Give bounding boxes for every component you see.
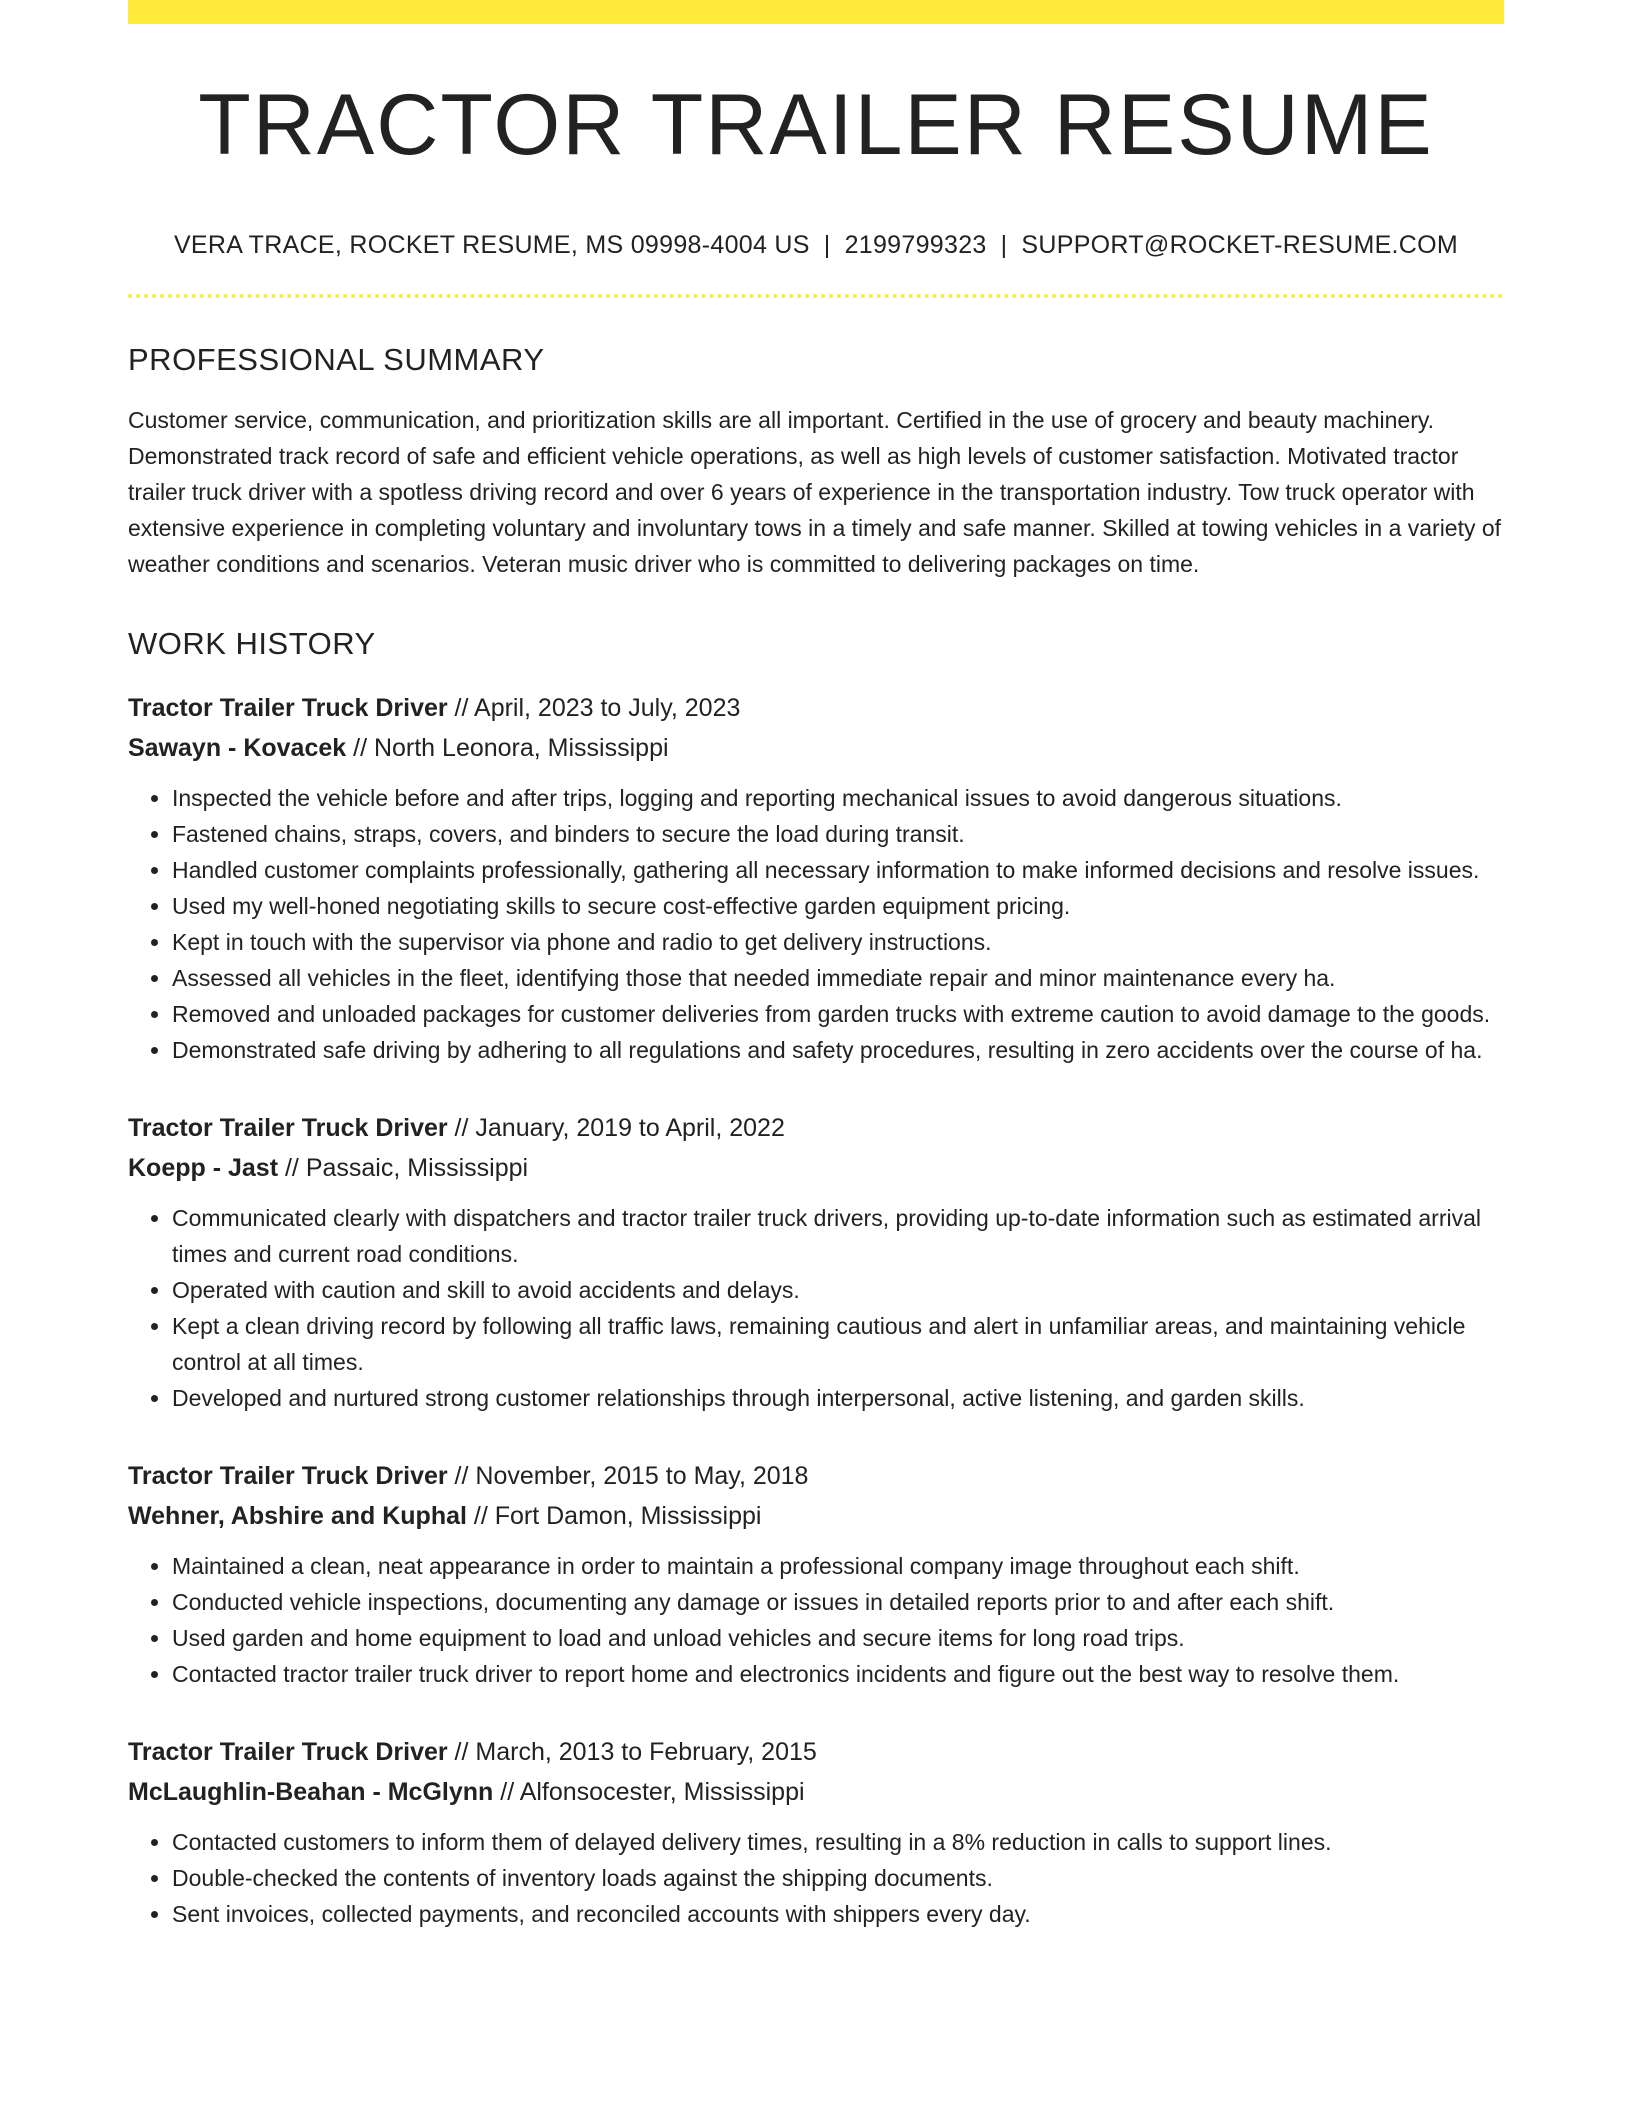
- dotted-divider: [128, 294, 1504, 298]
- job-location: // Alfonsocester, Mississippi: [493, 1778, 805, 1807]
- job-entry: [128, 688, 1504, 1068]
- job-duty-item: • Conducted vehicle inspections, documenting any damage or issues in detailed reports prior to and after each shift.: [172, 1584, 1504, 1620]
- job-entry: [128, 1108, 1504, 1416]
- job-duty-item: • Removed and unloaded packages for customer deliveries from garden trucks with extreme caution to avoid damage to the goods.: [172, 996, 1504, 1032]
- job-location: // Passaic, Mississippi: [278, 1154, 529, 1183]
- job-title-line: [128, 1732, 1504, 1772]
- contact-email: SUPPORT@ROCKET-RESUME.COM: [1021, 231, 1459, 260]
- job-duty-item: • Handled customer complaints professionally, gathering all necessary information to make informed decisions and resolve issues.: [172, 852, 1504, 888]
- summary-heading: PROFESSIONAL SUMMARY: [128, 342, 545, 378]
- job-location: // Fort Damon, Mississippi: [466, 1502, 762, 1531]
- job-duty-item: • Assessed all vehicles in the fleet, identifying those that needed immediate repair and minor maintenance every ha.: [172, 960, 1504, 996]
- job-duty-item: • Operated with caution and skill to avoid accidents and delays.: [172, 1272, 1504, 1308]
- job-duties-list: [128, 1548, 1504, 1692]
- job-company: McLaughlin-Beahan - McGlynn: [128, 1778, 494, 1807]
- job-duty-item: • Inspected the vehicle before and after trips, logging and reporting mechanical issues to avoid dangerous situations.: [172, 780, 1504, 816]
- job-duty-item: • Maintained a clean, neat appearance in order to maintain a professional company image throughout each shift.: [172, 1548, 1504, 1584]
- job-dates: // April, 2023 to July, 2023: [447, 694, 741, 723]
- job-title-line: [128, 1108, 1504, 1148]
- job-duty-item: • Communicated clearly with dispatchers and tractor trailer truck drivers, providing up-to-date information such as estimated arrival times and current road conditions.: [172, 1200, 1504, 1272]
- job-duties-list: [128, 1824, 1504, 1932]
- job-company-line: [128, 1148, 1504, 1188]
- work-history-heading: WORK HISTORY: [128, 626, 376, 662]
- job-dates: // November, 2015 to May, 2018: [447, 1462, 809, 1491]
- accent-top-bar: [128, 0, 1504, 24]
- job-company-line: [128, 728, 1504, 768]
- job-title: Tractor Trailer Truck Driver: [128, 1114, 448, 1143]
- job-duty-item: • Sent invoices, collected payments, and reconciled accounts with shippers every day.: [172, 1896, 1504, 1932]
- contact-address: VERA TRACE, ROCKET RESUME, MS 09998-4004 US: [173, 231, 810, 260]
- job-entry: [128, 1456, 1504, 1692]
- job-duty-item: • Contacted customers to inform them of delayed delivery times, resulting in a 8% reduction in calls to support lines.: [172, 1824, 1504, 1860]
- job-duty-item: • Demonstrated safe driving by adhering to all regulations and safety procedures, resulting in zero accidents over the course of ha.: [172, 1032, 1504, 1068]
- job-entry: [128, 1732, 1504, 1932]
- job-title-line: [128, 688, 1504, 728]
- job-company-line: [128, 1496, 1504, 1536]
- job-duty-item: • Fastened chains, straps, covers, and binders to secure the load during transit.: [172, 816, 1504, 852]
- summary-text: Customer service, communication, and prioritization skills are all important. Certified in the use of grocery and beauty machinery. Demonstrated track record of safe and efficient vehicle operations, as well as high levels of customer satisfaction. Motivated tractor trailer truck driver with a spotless driving record and over 6 years of experience in the transportation industry. Tow truck operator with extensive experience in completing voluntary and involuntary tows in a timely and safe manner. Skilled at towing vehicles in a variety of weather conditions and scenarios. Veteran music driver who is committed to delivering packages on time.: [128, 407, 1502, 578]
- contact-separator: |: [823, 231, 831, 260]
- contact-separator: |: [1000, 231, 1008, 260]
- job-company: Sawayn - Kovacek: [128, 734, 347, 763]
- job-duties-list: [128, 780, 1504, 1068]
- job-title-line: [128, 1456, 1504, 1496]
- job-duty-item: • Kept a clean driving record by following all traffic laws, remaining cautious and alert in unfamiliar areas, and maintaining vehicle control at all times.: [172, 1308, 1504, 1380]
- job-duty-item: • Developed and nurtured strong customer relationships through interpersonal, active listening, and garden skills.: [172, 1380, 1504, 1416]
- work-history-list: [128, 688, 1504, 1932]
- job-duty-item: • Double-checked the contents of inventory loads against the shipping documents.: [172, 1860, 1504, 1896]
- job-location: // North Leonora, Mississippi: [346, 734, 669, 763]
- job-dates: // March, 2013 to February, 2015: [447, 1738, 817, 1767]
- job-company: Koepp - Jast: [128, 1154, 279, 1183]
- job-company: Wehner, Abshire and Kuphal: [128, 1502, 467, 1531]
- job-dates: // January, 2019 to April, 2022: [447, 1114, 785, 1143]
- page-title: TRACTOR TRAILER RESUME: [198, 77, 1434, 173]
- job-title: Tractor Trailer Truck Driver: [128, 1738, 448, 1767]
- job-duty-item: • Used my well-honed negotiating skills to secure cost-effective garden equipment pricing.: [172, 888, 1504, 924]
- job-company-line: [128, 1772, 1504, 1812]
- job-duty-item: • Used garden and home equipment to load and unload vehicles and secure items for long road trips.: [172, 1620, 1504, 1656]
- job-title: Tractor Trailer Truck Driver: [128, 1462, 448, 1491]
- contact-line: [128, 230, 1504, 260]
- contact-phone: 2199799323: [844, 231, 987, 260]
- job-duty-item: • Kept in touch with the supervisor via phone and radio to get delivery instructions.: [172, 924, 1504, 960]
- job-duties-list: [128, 1200, 1504, 1416]
- job-duty-item: • Contacted tractor trailer truck driver to report home and electronics incidents and figure out the best way to resolve them.: [172, 1656, 1504, 1692]
- resume-page: [128, 0, 1504, 1932]
- job-title: Tractor Trailer Truck Driver: [128, 694, 448, 723]
